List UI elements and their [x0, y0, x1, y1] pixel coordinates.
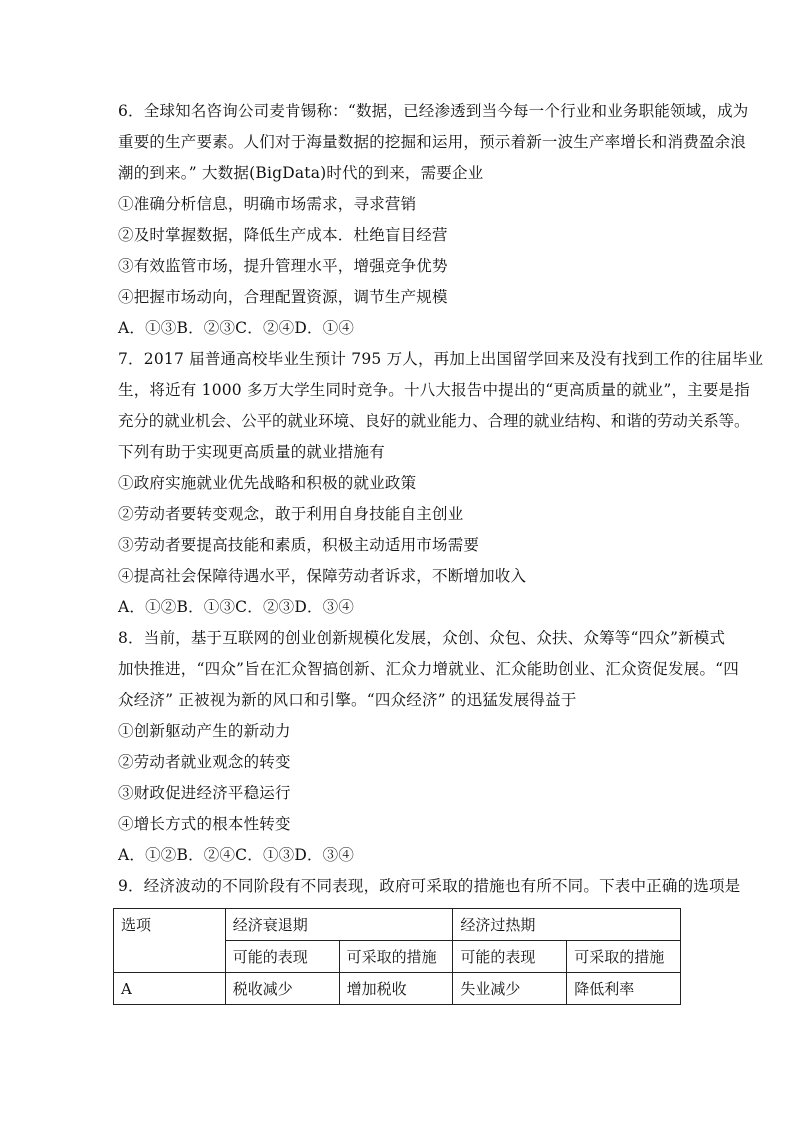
table-subheader-possible-overheat: 可能的表现: [453, 941, 567, 973]
question-9-table: [113, 908, 681, 1005]
question-7-stem-line-4: 下列有助于实现更高质量的就业措施有: [118, 443, 385, 461]
question-8: [118, 623, 739, 871]
table-header-recession: 经济衰退期: [225, 909, 453, 941]
question-6-option-1: ①准确分析信息，明确市场需求，寻求营销: [118, 195, 417, 213]
question-8-stem-line-1: 8．当前，基于互联网的创业创新规模化发展，众创、众包、众扶、众筹等“四众”新模式: [118, 629, 726, 647]
table-cell-recession-measures: 增加税收: [339, 973, 453, 1005]
question-7-option-1: ①政府实施就业优先战略和积极的就业政策: [118, 474, 417, 492]
question-8-answers: A．①②B．②④C．①③D．③④: [118, 846, 355, 864]
question-6-stem-line-2: 重要的生产要素。人们对于海量数据的挖掘和运用，预示着新一波生产率增长和消费盈余浪: [118, 133, 747, 151]
question-7-stem-line-2: 生，将近有 1000 多万大学生同时竞争。十八大报告中提出的“更高质量的就业”，主要是指: [118, 381, 750, 399]
question-6: [118, 96, 749, 344]
table-cell-option: A: [114, 973, 226, 1005]
question-7-stem-line-1: 7．2017 届普通高校毕业生预计 795 万人，再加上出国留学回来及没有找到工作的往届毕业: [118, 350, 764, 368]
question-8-option-4: ④增长方式的根本性转变: [118, 815, 291, 833]
question-6-option-4: ④把握市场动向，合理配置资源，调节生产规模: [118, 288, 448, 306]
question-7-option-3: ③劳动者要提高技能和素质，积极主动适用市场需要: [118, 536, 480, 554]
question-6-option-2: ②及时掌握数据，降低生产成本．杜绝盲目经营: [118, 226, 448, 244]
document-body: [118, 96, 764, 902]
question-7-answers: A．①②B．①③C．②③D．③④: [118, 598, 355, 616]
question-9-stem: 9．经济波动的不同阶段有不同表现，政府可采取的措施也有所不同。下表中正确的选项是: [118, 877, 741, 895]
table-cell-overheat-possible: 失业减少: [453, 973, 567, 1005]
question-8-option-1: ①创新躯动产生的新动力: [118, 722, 291, 740]
table-cell-overheat-measures: 降低利率: [567, 973, 681, 1005]
question-8-stem-line-2: 加快推进，“四众”旨在汇众智搞创新、汇众力增就业、汇众能助创业、汇众资促发展。“四: [118, 660, 739, 678]
question-7-option-4: ④提高社会保障待遇水平，保障劳动者诉求，不断增加收入: [118, 567, 527, 585]
question-6-answers: A．①③B．②③C．②④D．①④: [118, 319, 355, 337]
table-header-option: 选项: [114, 909, 226, 973]
table-cell-recession-possible: 税收减少: [225, 973, 339, 1005]
question-7: [118, 344, 764, 623]
question-8-stem-line-3: 众经济” 正被视为新的风口和引擎。“四众经济” 的迅猛发展得益于: [118, 691, 577, 709]
question-7-stem-line-3: 充分的就业机会、公平的就业环境、良好的就业能力、合理的就业结构、和谐的劳动关系等。: [118, 412, 750, 430]
table-subheader-possible-recession: 可能的表现: [225, 941, 339, 973]
table-header-overheat: 经济过热期: [453, 909, 681, 941]
question-6-stem-line-1: 6．全球知名咨询公司麦肯锡称：“数据，已经渗透到当今每一个行业和业务职能领域，成为: [118, 102, 749, 120]
table-subheader-measures-overheat: 可采取的措施: [567, 941, 681, 973]
question-8-option-2: ②劳动者就业观念的转变: [118, 753, 291, 771]
question-7-option-2: ②劳动者要转变观念，敢于利用自身技能自主创业: [118, 505, 464, 523]
question-9: [118, 871, 741, 902]
table-header-row: [114, 909, 681, 941]
question-8-option-3: ③财政促进经济平稳运行: [118, 784, 291, 802]
question-6-option-3: ③有效监管市场，提升管理水平，增强竞争优势: [118, 257, 448, 275]
table-subheader-measures-recession: 可采取的措施: [339, 941, 453, 973]
table-row: [114, 973, 681, 1005]
question-6-stem-line-3: 潮的到来。” 大数据(BigData)时代的到来，需要企业: [118, 164, 484, 182]
